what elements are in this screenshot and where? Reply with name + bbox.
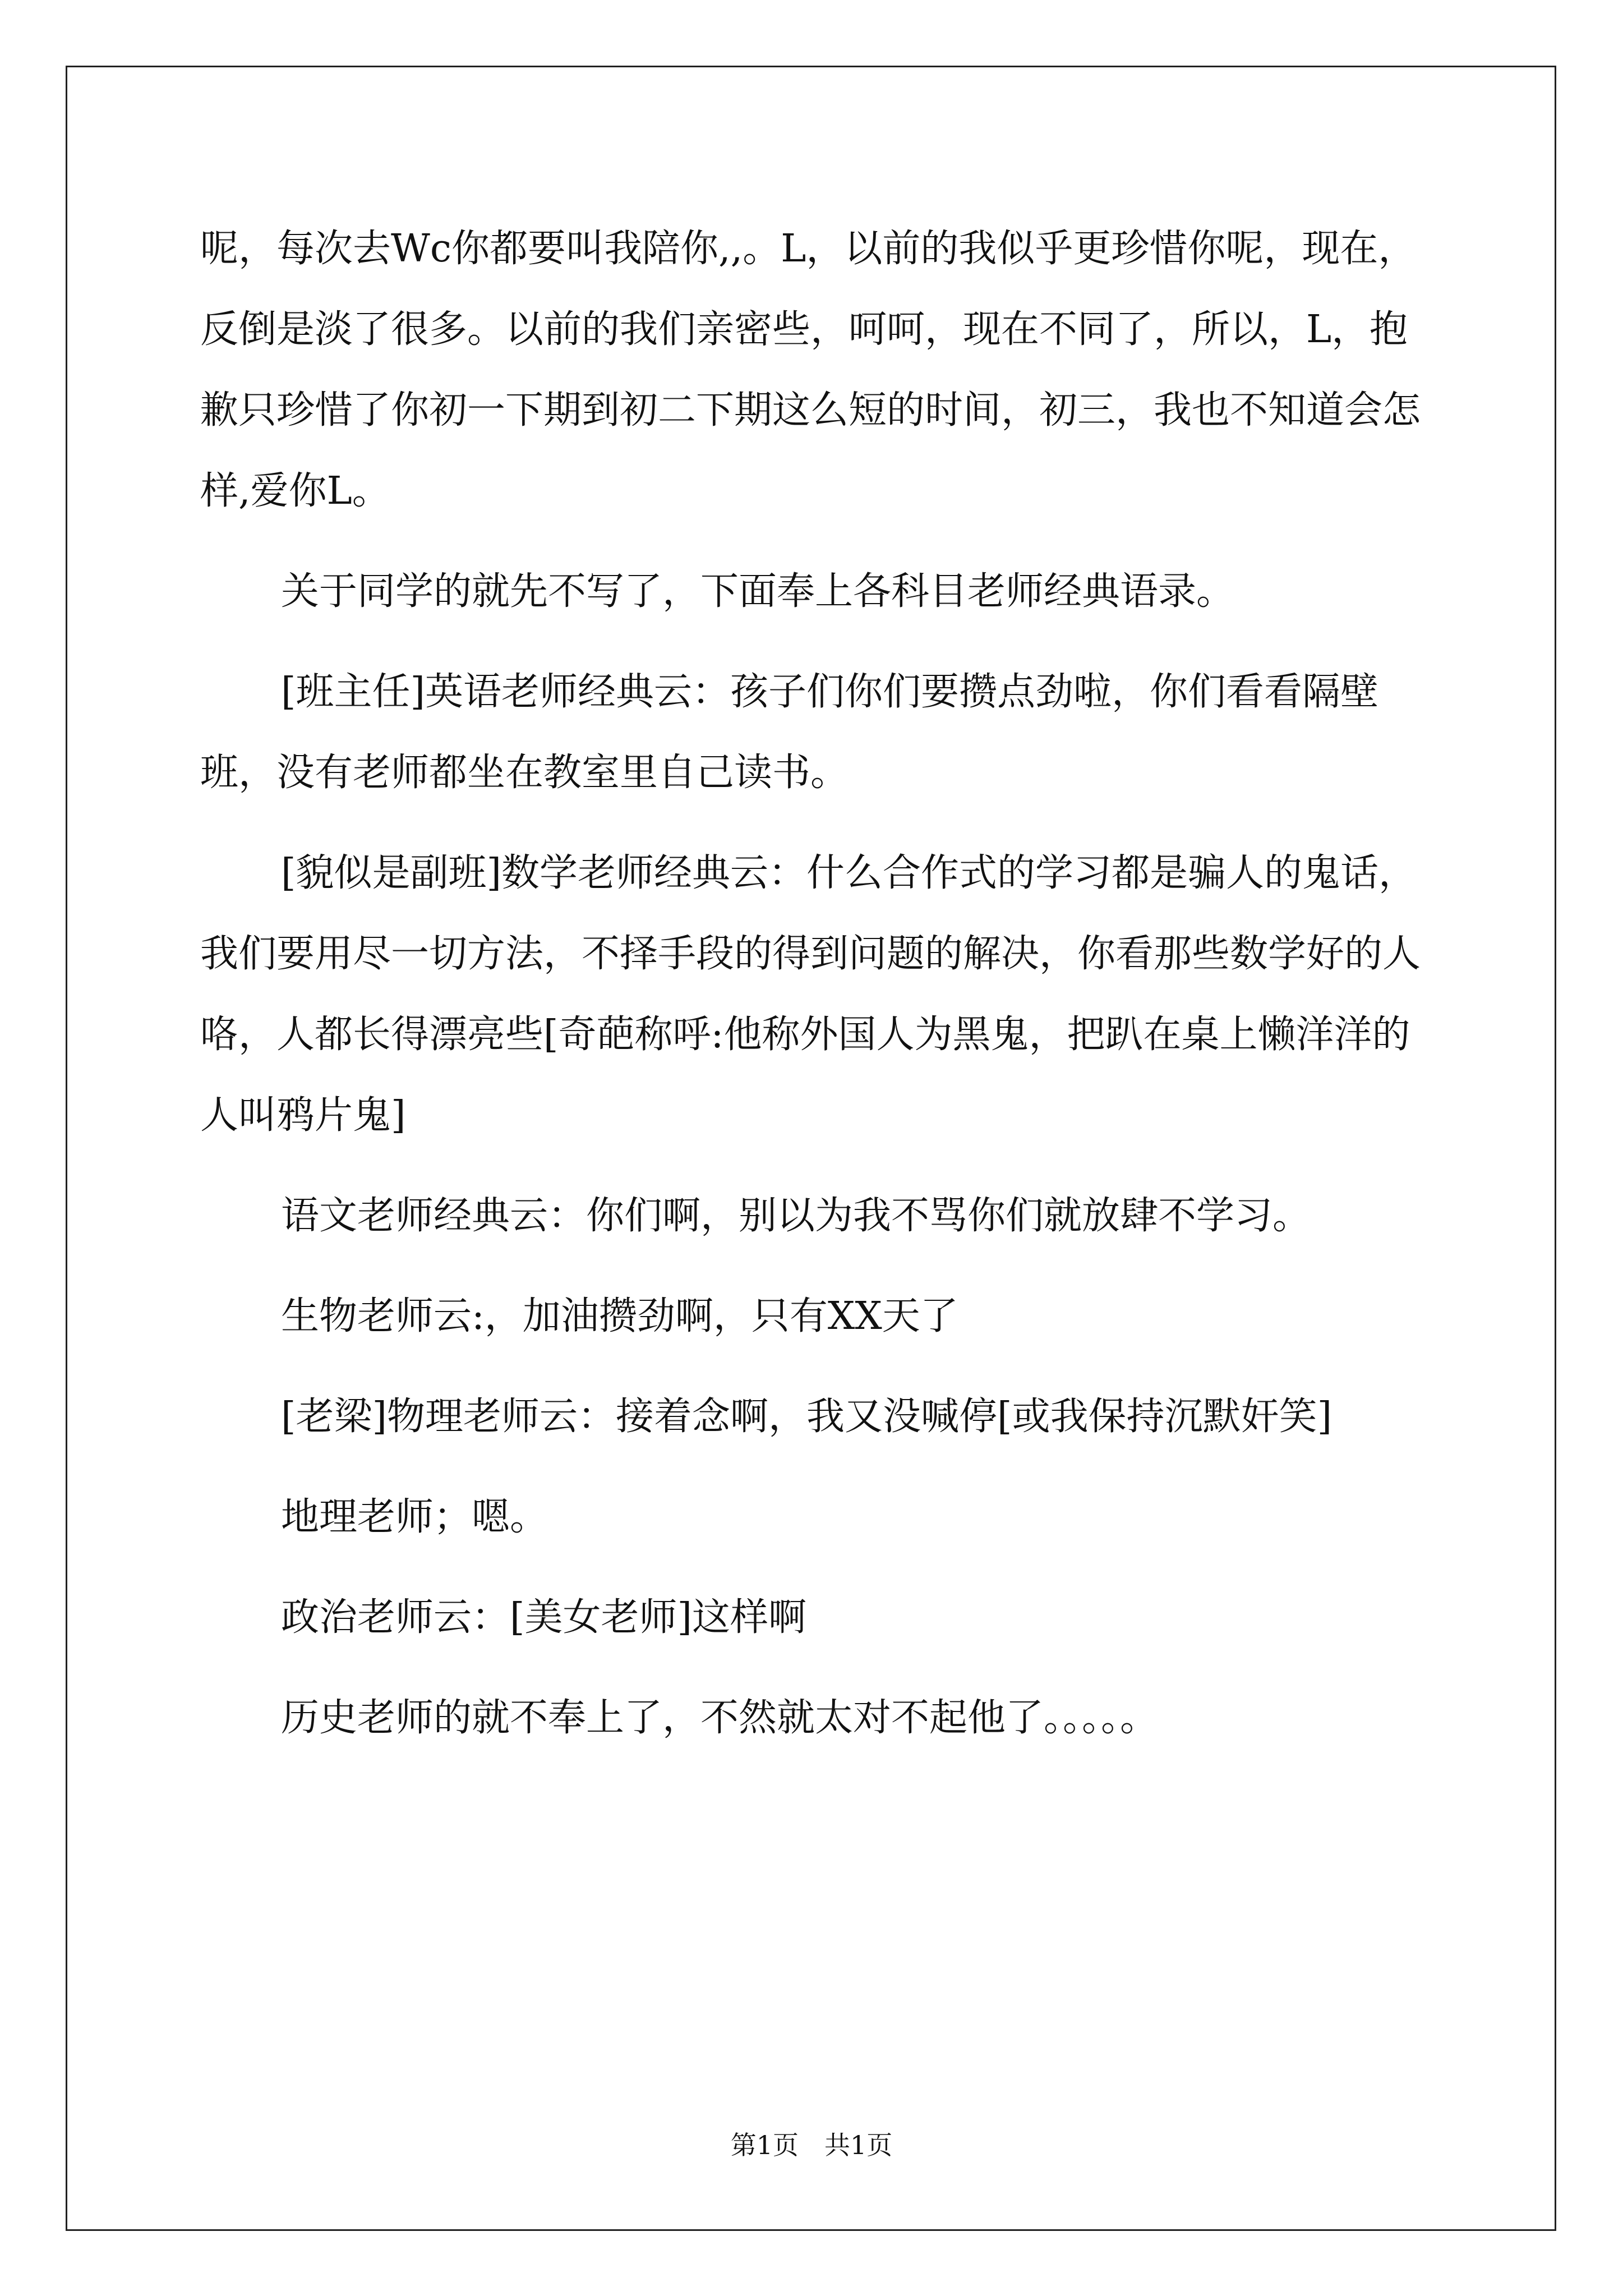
paragraph: 地理老师；嗯。 <box>281 1495 548 1539</box>
paragraph: 呢，每次去Wc你都要叫我陪你,,。L，以前的我似乎更珍惜你呢，现在，反倒是淡了很多。以前的我们亲密些，呵呵，现在不同了，所以，L，抱歉只珍惜了你初一下期到初二下期这么短的时间，初三，我也不知道会怎样,爱你L。 <box>200 227 1421 513</box>
paragraph: 历史老师的就不奉上了，不然就太对不起他了。。。。。 <box>281 1696 1159 1740</box>
document-body <box>200 209 1434 1778</box>
page-number-footer: 第1页 共1页 <box>730 2130 893 2160</box>
paragraph: 语文老师经典云：你们啊，别以为我不骂你们就放肆不学习。 <box>281 1194 1311 1238</box>
paragraph: [班主任]英语老师经典云：孩子们你们要攒点劲啦，你们看看隔壁班，没有老师都坐在教室里自己读书。 <box>200 670 1379 795</box>
paragraph: 生物老师云:，加油攒劲啊，只有XX天了 <box>281 1294 958 1338</box>
paragraph: [貌似是副班]数学老师经典云：什么合作式的学习都是骗人的鬼话，我们要用尽一切方法，不择手段的得到问题的解决，你看那些数学好的人咯，人都长得漂亮些[奇葩称呼:他称外国人为黑鬼，把趴在桌上懒洋洋的人叫鸦片鬼] <box>200 851 1421 1138</box>
paragraph: 政治老师云：[美女老师]这样啊 <box>281 1595 807 1640</box>
paragraph: 关于同学的就先不写了，下面奉上各科目老师经典语录。 <box>281 569 1235 614</box>
paragraph: [老梁]物理老师云：接着念啊，我又没喊停[或我保持沉默奸笑] <box>281 1395 1332 1439</box>
